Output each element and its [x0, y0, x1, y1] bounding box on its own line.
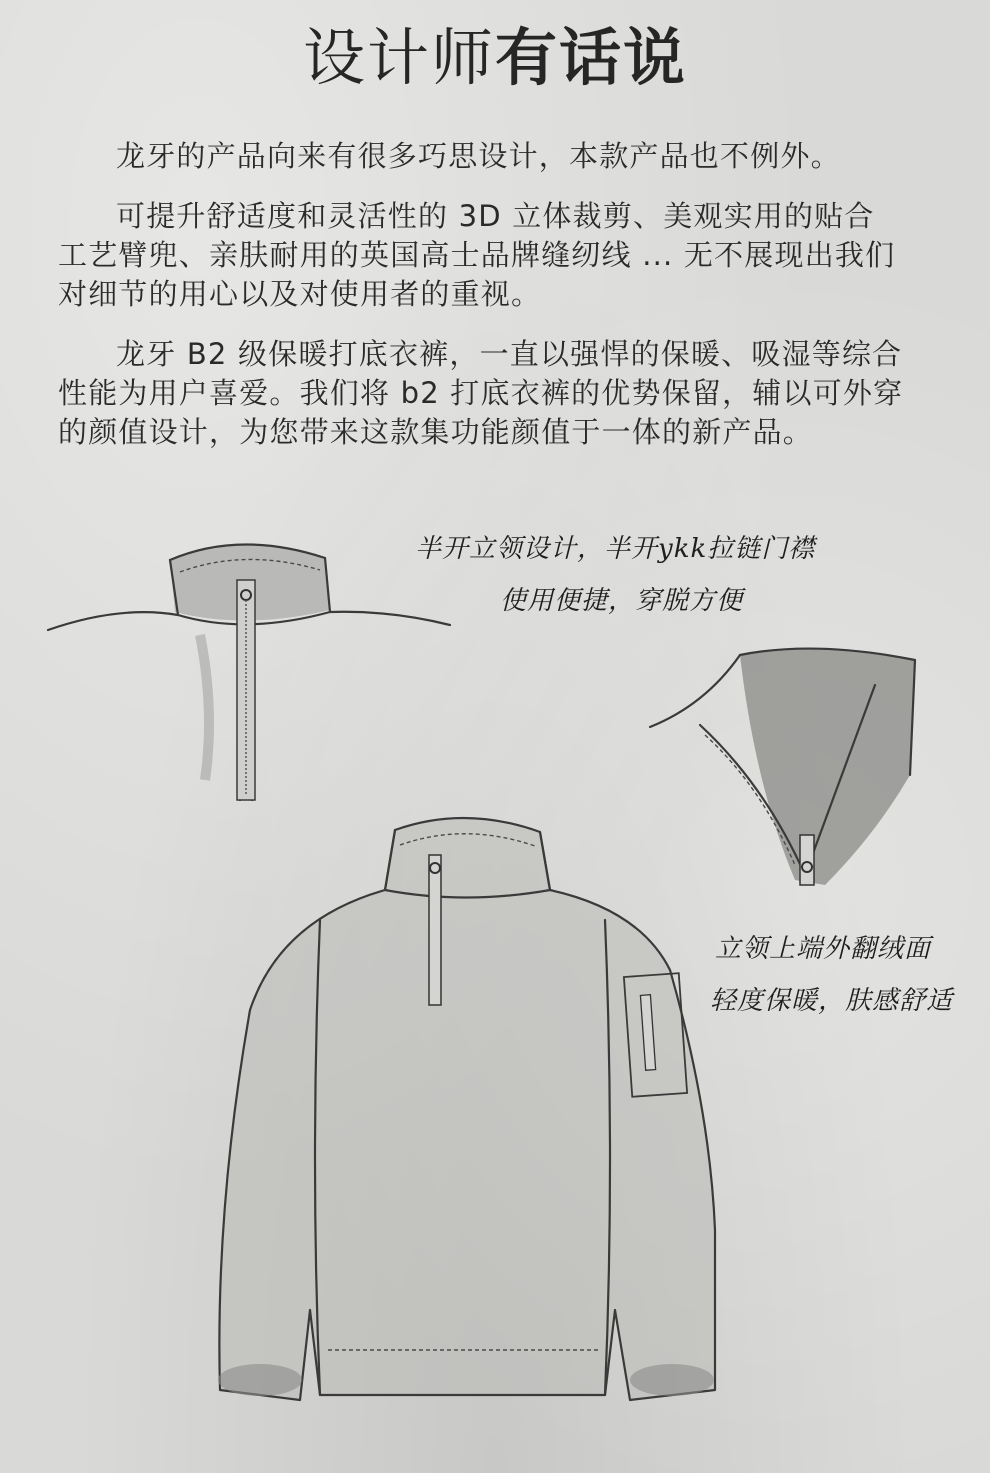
features-paragraph: 可提升舒适度和灵活性的 3D 立体裁剪、美观实用的贴合工艺臂兜、亲肤耐用的英国高士品牌缝纫线 ... 无不展现出我们对细节的用心以及对使用者的重视。 [58, 199, 896, 311]
fabric-note-line1: 立领上端外翻绒面 [715, 934, 932, 964]
fabric-note-line2: 轻度保暖，肤感舒适 [710, 986, 954, 1016]
title-bold-part: 有话说 [495, 21, 688, 94]
title-light-part: 设计师 [302, 21, 495, 94]
collar-note-line1: 半开立领设计，半开ykk拉链门襟 [415, 534, 816, 564]
garment-full-sketch [210, 810, 720, 1410]
collar-note-line2: 使用便捷，穿脱方便 [500, 586, 744, 616]
collar-closeup-sketch [40, 520, 460, 820]
page-title [0, 18, 990, 98]
b2-paragraph: 龙牙 B2 级保暖打底衣裤，一直以强悍的保暖、吸湿等综合性能为用户喜爱。我们将 b2 打底衣裤的优势保留，辅以可外穿的颜值设计，为您带来这款集功能颜值于一体的新产品。 [58, 337, 904, 449]
intro-paragraph: 龙牙的产品向来有很多巧思设计，本款产品也不例外。 [116, 139, 841, 173]
